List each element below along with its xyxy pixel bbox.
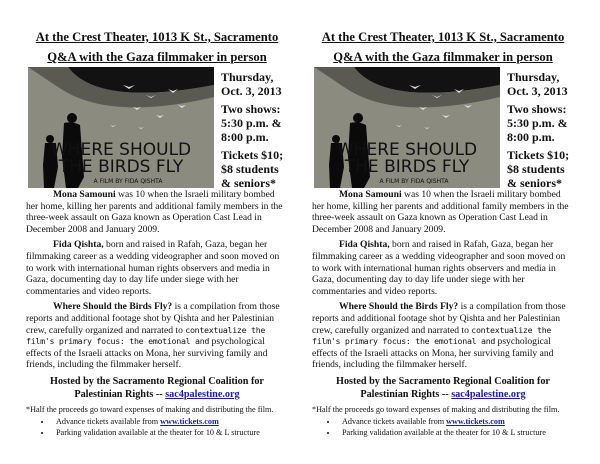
info-list xyxy=(312,416,574,439)
flyer-left xyxy=(26,0,288,464)
film-title: Where Should the Birds Fly? xyxy=(339,301,459,313)
name-fida: Fida Qishta, xyxy=(339,239,390,251)
footnote: *Half the proceeds go toward expenses of making and distributing the film. xyxy=(312,404,560,414)
poster-title-line1: WHERE SHOULD xyxy=(50,140,192,160)
list-item: • Parking validation available at the theater for 10 & L structure xyxy=(52,427,288,439)
event-tickets: Tickets $10; $8 students & seniors* xyxy=(221,148,284,190)
text: born and raised in Rafah, Gaza, began her filmmaking career as a wedding videographer and soon moved on to work with international human rights observers and media in Gaza, documenting day to day life under siege with her commentaries and video reports. xyxy=(26,239,280,297)
film-poster-image xyxy=(28,67,214,188)
text: was 10 when the Israeli military bombed her home, killing her parents and additional family members in the three-week assault on Gaza known as Operation Cast Lead in December 2008 and January 2009. xyxy=(312,189,569,235)
paragraph-mona xyxy=(26,189,288,235)
text: was 10 when the Israeli military bombed her home, killing her parents and additional family members in the three-week assault on Gaza known as Operation Cast Lead in December 2008 and January 2009. xyxy=(26,189,283,235)
flyer-right xyxy=(312,0,574,464)
tickets-link[interactable]: www.tickets.com xyxy=(160,416,219,426)
text: Advance tickets available from xyxy=(56,416,161,426)
name-mona: Mona Samouni xyxy=(53,189,116,200)
hosted-text: Hosted by the Sacramento Regional Coalition for Palestinian Rights -- xyxy=(50,375,264,400)
poster-title-line2: THE BIRDS FLY xyxy=(58,157,184,177)
film-title: Where Should the Birds Fly? xyxy=(53,301,173,313)
info-list xyxy=(26,416,288,439)
event-shows: Two shows: 5:30 p.m. & 8:00 p.m. xyxy=(221,102,282,144)
event-shows: Two shows: 5:30 p.m. & 8:00 p.m. xyxy=(507,102,568,144)
flyer-body xyxy=(312,189,574,439)
paragraph-film xyxy=(312,301,574,371)
hosted-by xyxy=(26,375,288,401)
heading-qa: Q&A with the Gaza filmmaker in person xyxy=(47,50,267,64)
paragraph-fida xyxy=(312,239,574,297)
poster-title-line1: WHERE SHOULD xyxy=(336,140,478,160)
hosted-text: Hosted by the Sacramento Regional Coalition for Palestinian Rights -- xyxy=(336,375,550,400)
list-item: • Parking validation available at the theater for 10 & L structure xyxy=(338,427,574,439)
sac4palestine-link[interactable]: sac4palestine.org xyxy=(451,388,526,400)
text: Advance tickets available from xyxy=(342,416,447,426)
sac4palestine-link[interactable]: sac4palestine.org xyxy=(165,388,240,400)
event-tickets: Tickets $10; $8 students & seniors* xyxy=(507,148,570,190)
text: born and raised in Rafah, Gaza, began her filmmaking career as a wedding videographer and soon moved on to work with international human rights observers and media in Gaza, documenting day to day life under siege with her commentaries and video reports. xyxy=(312,239,566,297)
poster-title-line2: THE BIRDS FLY xyxy=(344,157,470,177)
film-poster-image xyxy=(314,67,500,188)
name-mona: Mona Samouni xyxy=(339,189,402,200)
text: psychological effects of the Israeli attacks on Mona, her surviving family and friends, including the filmmaker herself. xyxy=(26,336,268,371)
flyer-body xyxy=(26,189,288,439)
event-details xyxy=(507,70,577,194)
text-mono: contextualize the film's primary focus: the emotional and xyxy=(26,324,266,347)
footnote: *Half the proceeds go toward expenses of making and distributing the film. xyxy=(26,404,274,414)
text-mono: contextualize the film's primary focus: the emotional and xyxy=(312,324,552,347)
text: psychological effects of the Israeli attacks on Mona, her surviving family and friends, including the filmmaker herself. xyxy=(312,336,554,371)
text: is a compilation from those reports and additional footage shot by Qishta and her Palestinian crew, carefully organized and narrated to xyxy=(26,301,280,336)
tickets-link[interactable]: www.tickets.com xyxy=(446,416,505,426)
name-fida: Fida Qishta, xyxy=(53,239,104,251)
heading-venue: At the Crest Theater, 1013 K St., Sacramento xyxy=(321,30,565,44)
list-item xyxy=(52,416,288,428)
heading-qa: Q&A with the Gaza filmmaker in person xyxy=(333,50,553,64)
event-date: Thursday, Oct. 3, 2013 xyxy=(507,70,568,98)
event-details xyxy=(221,70,291,194)
paragraph-film xyxy=(26,301,288,371)
paragraph-fida xyxy=(26,239,288,297)
paragraph-mona xyxy=(312,189,574,235)
poster-credit: A FILM BY FIDA QISHTA xyxy=(379,178,449,185)
event-date: Thursday, Oct. 3, 2013 xyxy=(221,70,282,98)
list-item xyxy=(338,416,574,428)
text: is a compilation from those reports and additional footage shot by Qishta and her Palestinian crew, carefully organized and narrated to xyxy=(312,301,566,336)
heading-venue: At the Crest Theater, 1013 K St., Sacramento xyxy=(35,30,279,44)
poster-credit: A FILM BY FIDA QISHTA xyxy=(93,178,163,185)
hosted-by xyxy=(312,375,574,401)
